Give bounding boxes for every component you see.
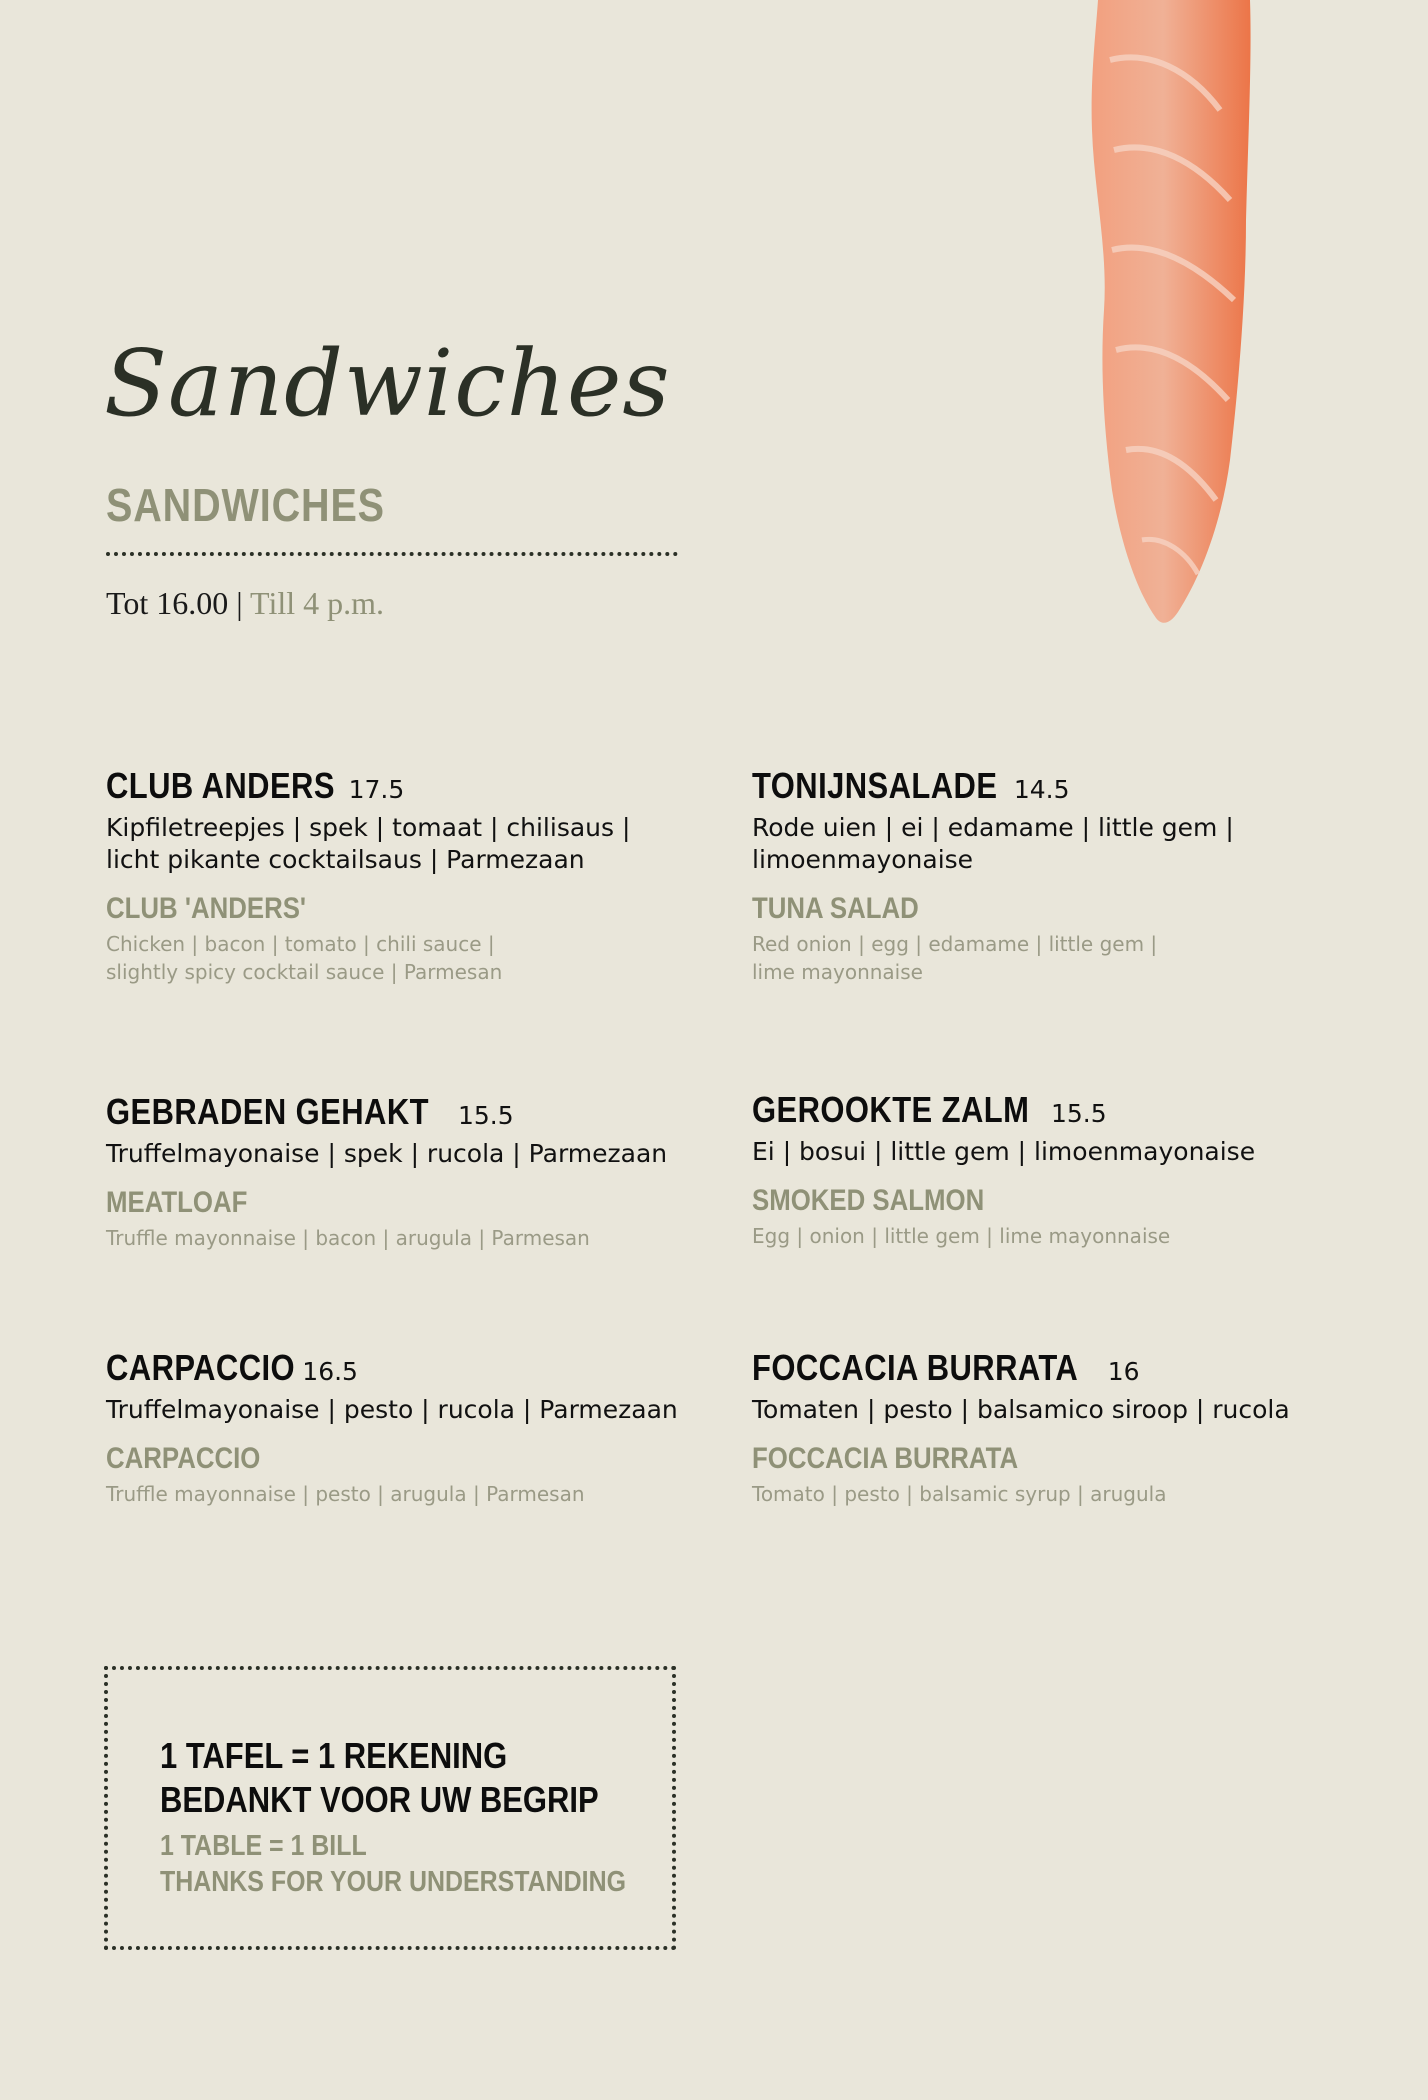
- item-description: [106, 1394, 726, 1426]
- item-name-english: SMOKED SALMON: [752, 1184, 985, 1217]
- item-name: GEROOKTE ZALM: [752, 1089, 1030, 1130]
- dotted-divider: [106, 552, 678, 556]
- item-price: 14.5: [1013, 775, 1070, 804]
- description-line: limoenmayonaise: [752, 845, 974, 874]
- hours-english: Till 4 p.m.: [250, 585, 385, 621]
- item-description-english: [752, 1480, 1372, 1508]
- item-description: [752, 812, 1372, 876]
- item-name-english: FOCCACIA BURRATA: [752, 1442, 1019, 1475]
- item-name-english: TUNA SALAD: [752, 892, 919, 925]
- item-name-english: MEATLOAF: [106, 1186, 248, 1219]
- hours-dutch: Tot 16.00: [106, 585, 229, 621]
- menu-item: [752, 1089, 1372, 1250]
- description-line: Truffelmayonaise | pesto | rucola | Parmezaan: [106, 1395, 678, 1424]
- item-name-english: CLUB 'ANDERS': [106, 892, 307, 925]
- item-price: 16: [1107, 1357, 1140, 1386]
- item-description-english: [106, 1224, 726, 1252]
- description-line: Rode uien | ei | edamame | little gem |: [752, 813, 1234, 842]
- item-price: 16.5: [302, 1357, 358, 1386]
- notice-line: 1 TAFEL = 1 REKENING: [160, 1735, 508, 1776]
- item-description: [752, 1136, 1372, 1168]
- description-line: Truffle mayonnaise | pesto | arugula | Parmesan: [106, 1482, 585, 1506]
- description-line: licht pikante cocktailsaus | Parmezaan: [106, 845, 585, 874]
- item-description: [106, 1138, 726, 1170]
- item-description-english: [106, 930, 726, 986]
- item-name: CARPACCIO: [106, 1347, 296, 1388]
- notice-line: THANKS FOR YOUR UNDERSTANDING: [160, 1866, 627, 1898]
- item-name: GEBRADEN GEHAKT: [106, 1091, 429, 1132]
- menu-item: [752, 1347, 1372, 1508]
- menu-item: [106, 1091, 726, 1252]
- item-name: FOCCACIA BURRATA: [752, 1347, 1079, 1388]
- notice-english: [160, 1828, 626, 1900]
- menu-item: [106, 1347, 726, 1508]
- item-name: CLUB ANDERS: [106, 765, 335, 806]
- description-line: Truffelmayonaise | spek | rucola | Parmezaan: [106, 1139, 668, 1168]
- item-price: 15.5: [457, 1101, 514, 1130]
- item-description-english: [752, 930, 1372, 986]
- description-line: Kipfiletreepjes | spek | tomaat | chilisaus |: [106, 813, 631, 842]
- hours-separator: |: [236, 585, 243, 621]
- billing-notice: [104, 1666, 676, 1950]
- item-name-english: CARPACCIO: [106, 1442, 261, 1475]
- description-line: Chicken | bacon | tomato | chili sauce |: [106, 932, 495, 956]
- notice-line: 1 TABLE = 1 BILL: [160, 1830, 367, 1862]
- script-title: Sandwiches: [104, 330, 671, 437]
- baguette-illustration: [1070, 0, 1270, 630]
- serving-hours: [106, 585, 384, 622]
- description-line: Egg | onion | little gem | lime mayonnaise: [752, 1224, 1171, 1248]
- description-line: lime mayonnaise: [752, 960, 923, 984]
- item-price: 15.5: [1050, 1099, 1107, 1128]
- item-description: [106, 812, 726, 876]
- menu-item: [106, 765, 726, 986]
- menu-item: [752, 765, 1372, 986]
- description-line: slightly spicy cocktail sauce | Parmesan: [106, 960, 503, 984]
- item-description-english: [106, 1480, 726, 1508]
- item-price: 17.5: [348, 775, 405, 804]
- description-line: Red onion | egg | edamame | little gem |: [752, 932, 1158, 956]
- item-description: [752, 1394, 1372, 1426]
- notice-line: BEDANKT VOOR UW BEGRIP: [160, 1779, 599, 1820]
- item-description-english: [752, 1222, 1372, 1250]
- description-line: Truffle mayonnaise | bacon | arugula | Parmesan: [106, 1226, 590, 1250]
- description-line: Tomaten | pesto | balsamico siroop | rucola: [752, 1395, 1290, 1424]
- notice-dutch: [160, 1734, 599, 1822]
- item-name: TONIJNSALADE: [752, 765, 998, 806]
- description-line: Ei | bosui | little gem | limoenmayonaise: [752, 1137, 1256, 1166]
- page-title: SANDWICHES: [106, 479, 385, 531]
- description-line: Tomato | pesto | balsamic syrup | arugula: [752, 1482, 1167, 1506]
